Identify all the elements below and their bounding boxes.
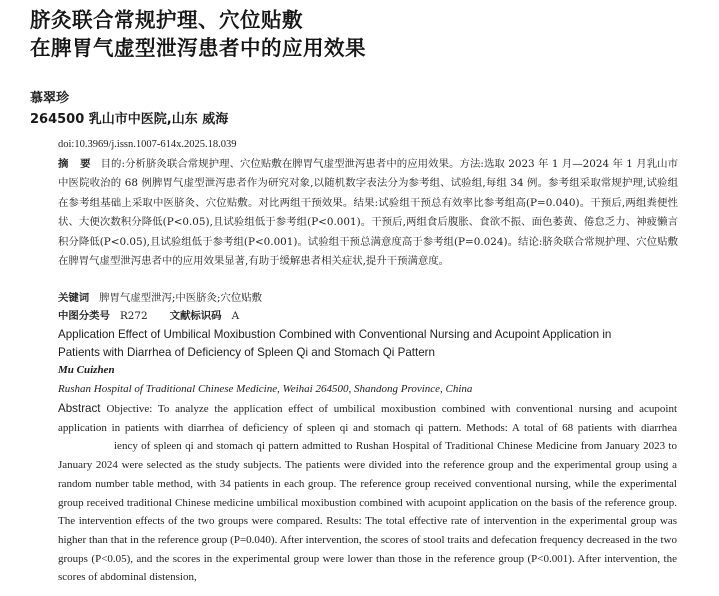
doc-code-label: 文献标识码 (169, 310, 222, 322)
abstract-text: 目的:分析脐灸联合常规护理、穴位贴敷在脾胃气虚型泄泻患者中的应用效果。方法:选取 2023 年 1 月—2024 年 1 月乳山市中医院收治的 68 例脾胃气虚型泄泻患者作为研究对象,以随机数字表法分为参考组、试验组,每组 34 例。参考组采取常规护理,试验组在参考组基础上采取中医脐灸、穴位贴敷。对比两组干预效果。结果:试验组干预总有效率比参考组高(P=0.040)。干预后,两组粪便性状、大便次数积分降低(P<0.05),且试验组低于参考组(P<0.001)。干预后,两组食后腹胀、食欲不振、面色萎黄、倦怠乏力、神疲懒言积分降低(P<0.05),且试验组低于参考组(P<0.001)。试验组干预总满意度高于参考组(P=0.024)。结论:脐灸联合常规护理、穴位贴敷在脾胃气虚型泄泻患者中的应用效果显著,有助于缓解患者相关症状,提升干预满意度。 (58, 158, 678, 268)
redaction-mask (58, 439, 114, 449)
author-name: 慕翠珍 (30, 91, 70, 106)
abstract-label: 摘 要 (58, 158, 95, 170)
title-line-2: 在脾胃气虚型泄泻患者中的应用效果 (30, 36, 366, 60)
english-affiliation: Rushan Hospital of Traditional Chinese Medicine, Weihai 264500, Shandong Province, China (58, 383, 473, 395)
english-title-line-2: Patients with Diarrhea of Deficiency of Spleen Qi and Stomach Qi Pattern (58, 346, 435, 359)
english-abstract-text-1: Objective: To analyze the application effect of umbilical moxibustion combined with conventional nursing and acupoint application in patients with diarrhea of deficiency of spleen qi and stomach qi pattern. Methods: A total of 68 patients with diarrhea (58, 403, 677, 434)
chinese-abstract (58, 155, 678, 271)
english-author: Mu Cuizhen (58, 364, 115, 376)
article-title (30, 6, 710, 62)
classification (58, 307, 239, 322)
clc-label: 中图分类号 (58, 310, 110, 322)
doc-code-value: A (231, 310, 240, 322)
clc-value: R272 (119, 310, 148, 322)
english-title (58, 326, 698, 362)
english-abstract-label: Abstract (58, 402, 101, 415)
keywords (58, 289, 262, 304)
english-abstract-text-2: iency of spleen qi and stomach qi pattern admitted to Rushan Hospital of Traditional Chinese Medicine from January 2023 to January 2024 were selected as the study subjects. The patients were divided into the reference group and the experimental group using a random number table method, with 34 patients in each group. The reference group received conventional nursing, while the experimental group received traditional Chinese medicine umbilical moxibustion combined with acupoint application on the basis of the reference group. The intervention effects of the two groups were compared. Results: The total effective rate of intervention in the experimental group was higher than that in the reference group (P=0.040). After intervention, the scores of stool traits and defecation frequency decreased in the two groups (P<0.05), and the scores in the experimental group were lower than those in the reference group (P<0.001). After intervention, the scores of abdominal distension, (58, 440, 677, 584)
doi[interactable]: doi:10.3969/j.issn.1007-614x.2025.18.039 (58, 139, 237, 150)
author-affiliation: 264500 乳山市中医院,山东 威海 (30, 112, 229, 127)
keywords-label: 关键词 (58, 292, 90, 304)
keywords-text: 脾胃气虚型泄泻;中医脐灸;穴位贴敷 (99, 292, 263, 304)
title-line-1: 脐灸联合常规护理、穴位贴敷 (30, 8, 303, 32)
english-title-line-1: Application Effect of Umbilical Moxibustion Combined with Conventional Nursing and Acupoint Application in (58, 328, 612, 341)
english-abstract (58, 400, 677, 587)
